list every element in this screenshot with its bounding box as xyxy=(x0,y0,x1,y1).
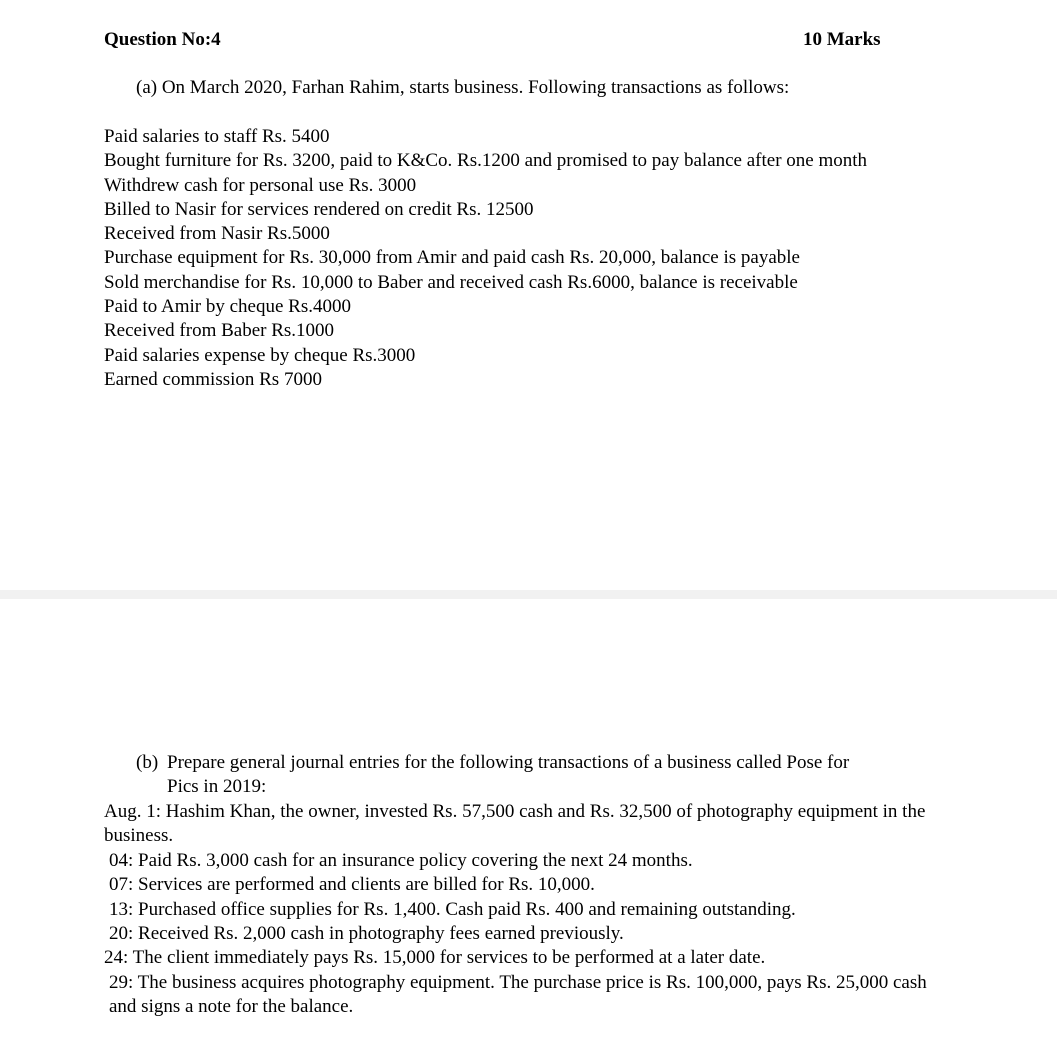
part-b-entry-list xyxy=(104,800,944,1020)
journal-entry-item: Aug. 1: Hashim Khan, the owner, invested Rs. 57,500 cash and Rs. 32,500 of photography equipment in the business. xyxy=(104,801,926,847)
transaction-item: Paid salaries to staff Rs. 5400 xyxy=(104,126,330,147)
transaction-item: Sold merchandise for Rs. 10,000 to Baber and received cash Rs.6000, balance is receivable xyxy=(104,271,798,293)
part-b-intro xyxy=(136,751,936,800)
transaction-item: Received from Nasir Rs.5000 xyxy=(104,223,330,245)
transaction-item: Purchase equipment for Rs. 30,000 from Amir and paid cash Rs. 20,000, balance is payable xyxy=(104,247,800,269)
journal-entry-item: 20: Received Rs. 2,000 cash in photography fees earned previously. xyxy=(109,923,624,945)
question-marks: 10 Marks xyxy=(803,29,881,50)
journal-entry-item: 29: The business acquires photography equipment. The purchase price is Rs. 100,000, pays Rs. 25,000 cash and signs a note for the balance. xyxy=(109,971,927,1018)
journal-entry-item: 04: Paid Rs. 3,000 cash for an insurance policy covering the next 24 months. xyxy=(109,849,693,871)
transaction-item: Earned commission Rs 7000 xyxy=(104,368,322,390)
part-a-transaction-list xyxy=(104,125,904,392)
part-a-intro: (a) On March 2020, Farhan Rahim, starts business. Following transactions as follows: xyxy=(136,77,790,98)
page-break xyxy=(0,590,1057,599)
transaction-item: Paid to Amir by cheque Rs.4000 xyxy=(104,296,351,318)
journal-entry-item: 13: Purchased office supplies for Rs. 1,400. Cash paid Rs. 400 and remaining outstanding. xyxy=(109,898,796,920)
transaction-item: Bought furniture for Rs. 3200, paid to K&Co. Rs.1200 and promised to pay balance after one month xyxy=(104,150,868,172)
part-b-intro-line1: Prepare general journal entries for the following transactions of a business called Pose for xyxy=(167,752,850,773)
journal-entry-item: 24: The client immediately pays Rs. 15,000 for services to be performed at a later date. xyxy=(104,947,766,969)
part-b-intro-line2: Pics in 2019: xyxy=(167,776,267,798)
part-b-label: (b) xyxy=(136,752,159,773)
journal-entry-item: 07: Services are performed and clients are billed for Rs. 10,000. xyxy=(109,874,595,896)
transaction-item: Withdrew cash for personal use Rs. 3000 xyxy=(104,174,417,196)
transaction-item: Paid salaries expense by cheque Rs.3000 xyxy=(104,344,416,366)
transaction-item: Billed to Nasir for services rendered on credit Rs. 12500 xyxy=(104,198,534,220)
transaction-item: Received from Baber Rs.1000 xyxy=(104,320,335,342)
question-number: Question No:4 xyxy=(104,29,221,50)
